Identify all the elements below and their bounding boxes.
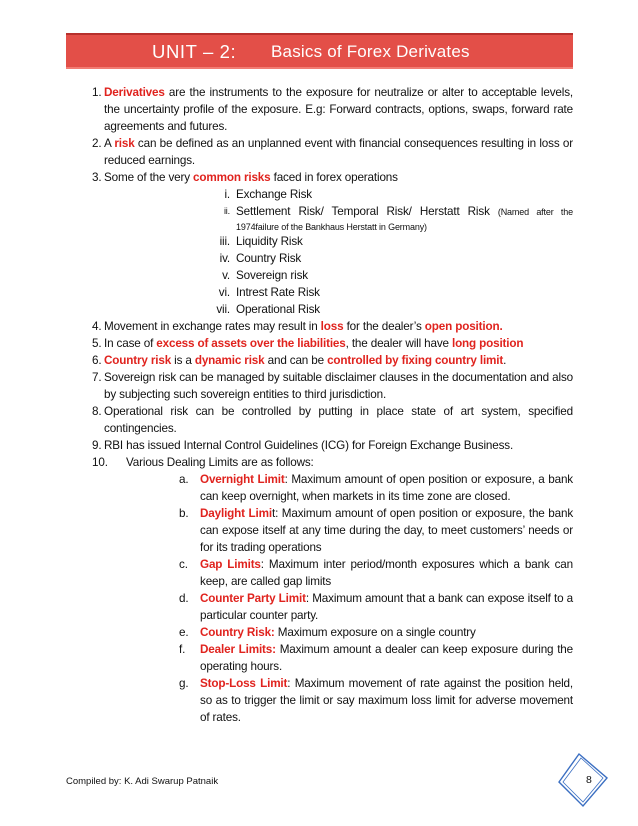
limit-term: Daylight Limi <box>200 507 272 520</box>
unit-title-banner <box>66 33 573 69</box>
limit-separator: : <box>305 592 313 605</box>
item-number: 3. <box>92 171 102 184</box>
limit-item <box>70 675 573 726</box>
risk-number: v. <box>222 269 230 282</box>
item-text: Operational risk can be controlled by putting in place state of art system, specified contingencies. <box>104 405 573 435</box>
risk-label: Intrest Rate Risk <box>236 286 320 299</box>
limit-item <box>70 505 573 556</box>
item-text: is a <box>171 354 195 367</box>
numbered-list-item10 <box>70 454 573 471</box>
limit-letter: f. <box>179 643 186 656</box>
list-item <box>70 84 573 135</box>
item-text: are the instruments to the exposure for neutralize or alter to acceptable levels, the uncertainty profile of the exposure. E.g: Forward contracts, options, swaps, forward rate agreements and futures. <box>104 86 573 133</box>
highlighted-term: loss <box>320 320 344 333</box>
risk-item <box>70 203 573 233</box>
item-text: In case of <box>104 337 157 350</box>
item-text: for the dealer’s <box>343 320 425 333</box>
risk-label: Exchange Risk <box>236 188 313 201</box>
limit-separator: : <box>284 473 292 486</box>
item-number: 9. <box>92 439 102 452</box>
risk-label: Liquidity Risk <box>236 235 303 248</box>
limit-item <box>70 556 573 590</box>
limit-text: Maximum amount that a bank can expose itself to a particular counter party. <box>200 592 573 622</box>
limit-text: Maximum exposure on a single country <box>277 626 476 639</box>
limit-letter: a. <box>179 473 189 486</box>
risk-label: Sovereign risk <box>236 269 308 282</box>
item-number: 7. <box>92 371 102 384</box>
item-text: Various Dealing Limits are as follows: <box>126 456 314 469</box>
item-text: , the dealer will have <box>345 337 452 350</box>
item-text: Some of the very <box>104 171 194 184</box>
limit-separator: t: <box>271 507 282 520</box>
document-body <box>70 84 573 726</box>
risk-item <box>70 233 573 250</box>
risk-item <box>70 301 573 318</box>
list-item <box>70 135 573 169</box>
risk-item <box>70 284 573 301</box>
list-item <box>70 335 573 352</box>
limit-text: Maximum amount of open position or exposure, a bank can keep overnight, when markets in its time zone are closed. <box>200 473 573 503</box>
limit-item <box>70 471 573 505</box>
risk-number: iii. <box>219 235 230 248</box>
highlighted-term: dynamic risk <box>194 354 265 367</box>
risk-note: (Named after the <box>497 207 573 217</box>
limit-text: Maximum amount a dealer can keep exposure during the operating hours. <box>200 643 573 673</box>
risk-item <box>70 250 573 267</box>
numbered-list-bottom <box>70 318 573 454</box>
list-item <box>70 352 573 369</box>
risk-number: vi. <box>218 286 230 299</box>
unit-topic: Basics of Forex Derivates <box>271 42 470 61</box>
item-text: RBI has issued Internal Control Guidelines (ICG) for Foreign Exchange Business. <box>104 439 514 452</box>
numbered-list-top <box>70 84 573 186</box>
item-number: 8. <box>92 405 102 418</box>
limit-item <box>70 641 573 675</box>
limit-letter: c. <box>179 558 188 571</box>
limit-letter: g. <box>179 677 189 690</box>
item-number: 10. <box>92 456 108 469</box>
highlighted-term: Country risk <box>104 354 172 367</box>
risk-label: Country Risk <box>236 252 302 265</box>
item-text: . <box>503 354 507 367</box>
item-text: A <box>104 137 115 150</box>
page-number-badge-icon <box>557 752 609 808</box>
list-item <box>70 169 573 186</box>
risk-number: vii. <box>216 303 230 316</box>
dealing-limits-list <box>70 471 573 726</box>
list-item <box>70 454 573 471</box>
item-text: faced in forex operations <box>270 171 398 184</box>
highlighted-term: controlled by fixing country limit <box>327 354 504 367</box>
limit-item <box>70 624 573 641</box>
risk-item <box>70 267 573 284</box>
risk-types-list <box>70 186 573 318</box>
item-text: Sovereign risk can be managed by suitable disclaimer clauses in the documentation and also by subjecting such sovereign entities to third jurisdiction. <box>104 371 573 401</box>
highlighted-term: Derivatives <box>104 86 165 99</box>
list-item <box>70 369 573 403</box>
risk-number: i. <box>224 188 230 201</box>
item-number: 1. <box>92 86 102 99</box>
highlighted-term: excess of assets over the liabilities <box>156 337 346 350</box>
limit-term: Gap Limits <box>200 558 261 571</box>
risk-item <box>70 186 573 203</box>
risk-label: Settlement Risk/ Temporal Risk/ Herstatt Risk <box>236 205 498 218</box>
limit-text: Maximum movement of rate against the position held, so as to trigger the limit or say maximum loss limit for adverse movement of rates. <box>200 677 573 724</box>
limit-letter: b. <box>179 507 189 520</box>
limit-text: Maximum inter period/month exposures which a bank can keep, are called gap limits <box>200 558 573 588</box>
limit-term: Stop-Loss Limit <box>200 677 288 690</box>
limit-separator: : <box>260 558 269 571</box>
limit-item <box>70 590 573 624</box>
list-item <box>70 437 573 454</box>
page-number: 8 <box>586 774 592 786</box>
risk-row <box>236 203 573 221</box>
list-item <box>70 318 573 335</box>
limit-term: Overnight Limit <box>200 473 285 486</box>
limit-letter: e. <box>179 626 189 639</box>
item-text: can be defined as an unplanned event with financial consequences resulting in loss or reduced earnings. <box>104 137 573 167</box>
highlighted-term: open position. <box>424 320 503 333</box>
item-text: Movement in exchange rates may result in <box>104 320 321 333</box>
item-number: 5. <box>92 337 102 350</box>
highlighted-term: long position <box>451 337 524 350</box>
item-number: 6. <box>92 354 102 367</box>
risk-number: iv. <box>219 252 230 265</box>
item-number: 4. <box>92 320 102 333</box>
item-text: and can be <box>264 354 328 367</box>
unit-number: UNIT – 2: <box>152 41 237 62</box>
list-item <box>70 403 573 437</box>
limit-term: Country Risk: <box>200 626 275 639</box>
limit-separator: : <box>287 677 295 690</box>
limit-text: Maximum amount of open position or exposure, the bank can expose itself at any time during the day, to meet customers’ needs or for its trading operations <box>200 507 574 554</box>
limit-term: Dealer Limits: <box>200 643 276 656</box>
highlighted-term: common risks <box>193 171 271 184</box>
item-number: 2. <box>92 137 102 150</box>
risk-label: Operational Risk <box>236 303 320 316</box>
footer-compiled-by: Compiled by: K. Adi Swarup Patnaik <box>66 776 219 787</box>
risk-number: ii. <box>223 206 230 216</box>
risk-note-continued: 1974failure of the Bankhaus Herstatt in Germany) <box>236 222 427 232</box>
limit-letter: d. <box>179 592 189 605</box>
highlighted-term: risk <box>114 137 135 150</box>
limit-term: Counter Party Limit <box>200 592 306 605</box>
